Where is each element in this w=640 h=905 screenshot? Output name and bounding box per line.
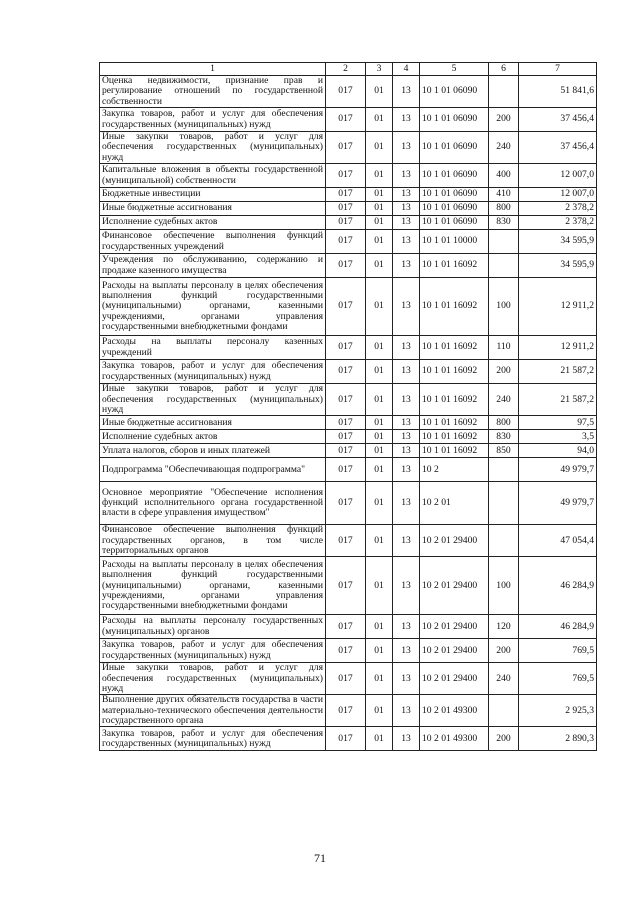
row-target-article: 10 1 01 06090	[420, 216, 489, 230]
row-expense-type: 110	[489, 336, 519, 360]
row-subsection: 13	[393, 278, 420, 336]
row-ministry-code: 017	[326, 482, 366, 525]
row-subsection: 13	[393, 384, 420, 416]
table-row	[100, 525, 597, 557]
table-row	[100, 76, 597, 108]
row-section: 01	[366, 430, 393, 444]
row-section: 01	[366, 525, 393, 557]
row-subsection: 13	[393, 663, 420, 695]
row-name: Расходы на выплаты персоналу государственных (муниципальных) органов	[100, 615, 326, 639]
table-row	[100, 384, 597, 416]
table-row	[100, 216, 597, 230]
row-target-article: 10 1 01 16092	[420, 384, 489, 416]
row-ministry-code: 017	[326, 384, 366, 416]
row-target-article: 10 1 01 06090	[420, 76, 489, 108]
row-ministry-code: 017	[326, 615, 366, 639]
row-subsection: 13	[393, 216, 420, 230]
row-expense-type: 830	[489, 430, 519, 444]
row-ministry-code: 017	[326, 230, 366, 254]
column-header-expense-type: 6	[489, 63, 519, 76]
row-name: Иные закупки товаров, работ и услуг для обеспечения государственных (муниципальных) нужд	[100, 384, 326, 416]
table-row	[100, 336, 597, 360]
row-target-article: 10 2 01 49300	[420, 695, 489, 727]
row-name: Иные бюджетные ассигнования	[100, 416, 326, 430]
row-subsection: 13	[393, 695, 420, 727]
row-target-article: 10 2 01 49300	[420, 727, 489, 751]
table-row	[100, 458, 597, 482]
row-name: Капитальные вложения в объекты государственной (муниципальной) собственности	[100, 164, 326, 188]
row-name: Учреждения по обслуживанию, содержанию и продаже казенного имущества	[100, 254, 326, 278]
row-expense-type: 850	[489, 444, 519, 458]
row-expense-type: 100	[489, 557, 519, 615]
row-ministry-code: 017	[326, 360, 366, 384]
row-amount: 769,5	[519, 639, 597, 663]
page-number: 71	[314, 851, 326, 865]
row-section: 01	[366, 360, 393, 384]
row-expense-type	[489, 482, 519, 525]
row-subsection: 13	[393, 164, 420, 188]
row-expense-type	[489, 254, 519, 278]
row-ministry-code: 017	[326, 188, 366, 202]
row-ministry-code: 017	[326, 430, 366, 444]
row-target-article: 10 2 01 29400	[420, 615, 489, 639]
row-expense-type: 830	[489, 216, 519, 230]
row-section: 01	[366, 639, 393, 663]
row-target-article: 10 1 01 06090	[420, 108, 489, 132]
row-amount: 2 378,2	[519, 202, 597, 216]
row-name: Исполнение судебных актов	[100, 430, 326, 444]
column-header-subsection: 4	[393, 63, 420, 76]
row-amount: 12 007,0	[519, 188, 597, 202]
row-section: 01	[366, 727, 393, 751]
row-name: Иные бюджетные ассигнования	[100, 202, 326, 216]
row-target-article: 10 1 01 06090	[420, 188, 489, 202]
row-amount: 47 054,4	[519, 525, 597, 557]
row-name: Подпрограмма "Обеспечивающая подпрограмма"	[100, 458, 326, 482]
row-amount: 12 007,0	[519, 164, 597, 188]
table-row	[100, 108, 597, 132]
table-row	[100, 695, 597, 727]
row-amount: 49 979,7	[519, 458, 597, 482]
table-row	[100, 444, 597, 458]
row-section: 01	[366, 278, 393, 336]
row-amount: 21 587,2	[519, 384, 597, 416]
row-amount: 46 284,9	[519, 557, 597, 615]
row-expense-type: 400	[489, 164, 519, 188]
row-name: Оценка недвижимости, признание прав и регулирование отношений по государственной собственности	[100, 76, 326, 108]
row-target-article: 10 1 01 06090	[420, 164, 489, 188]
row-subsection: 13	[393, 430, 420, 444]
row-expense-type: 200	[489, 108, 519, 132]
row-section: 01	[366, 384, 393, 416]
row-amount: 3,5	[519, 430, 597, 444]
row-expense-type	[489, 525, 519, 557]
row-subsection: 13	[393, 615, 420, 639]
row-expense-type: 800	[489, 416, 519, 430]
row-section: 01	[366, 336, 393, 360]
row-expense-type	[489, 230, 519, 254]
row-subsection: 13	[393, 230, 420, 254]
table-row	[100, 360, 597, 384]
row-target-article: 10 2	[420, 458, 489, 482]
row-section: 01	[366, 188, 393, 202]
table-row	[100, 188, 597, 202]
row-expense-type: 240	[489, 132, 519, 164]
row-target-article: 10 2 01 29400	[420, 557, 489, 615]
row-subsection: 13	[393, 458, 420, 482]
row-section: 01	[366, 216, 393, 230]
row-subsection: 13	[393, 108, 420, 132]
row-target-article: 10 1 01 06090	[420, 132, 489, 164]
row-name: Бюджетные инвестиции	[100, 188, 326, 202]
row-target-article: 10 1 01 16092	[420, 416, 489, 430]
row-section: 01	[366, 557, 393, 615]
row-target-article: 10 1 01 16092	[420, 336, 489, 360]
row-amount: 34 595,9	[519, 230, 597, 254]
row-amount: 49 979,7	[519, 482, 597, 525]
row-amount: 34 595,9	[519, 254, 597, 278]
row-name: Расходы на выплаты персоналу в целях обеспечения выполнения функций государственными (муниципальными) органами, казенными учреждениями, органами управления государственными внебюджетными фондами	[100, 278, 326, 336]
row-amount: 37 456,4	[519, 108, 597, 132]
row-expense-type: 240	[489, 663, 519, 695]
row-name: Закупка товаров, работ и услуг для обеспечения государственных (муниципальных) нужд	[100, 108, 326, 132]
table-row	[100, 230, 597, 254]
row-section: 01	[366, 254, 393, 278]
row-target-article: 10 1 01 16092	[420, 360, 489, 384]
row-ministry-code: 017	[326, 444, 366, 458]
row-amount: 2 378,2	[519, 216, 597, 230]
row-subsection: 13	[393, 254, 420, 278]
row-expense-type	[489, 76, 519, 108]
row-name: Расходы на выплаты персоналу в целях обеспечения выполнения функций государственными (муниципальными) органами, казенными учреждениями, органами управления государственными внебюджетными фондами	[100, 557, 326, 615]
row-name: Основное мероприятие "Обеспечение исполнения функций исполнительного органа государственной власти в сфере управления имуществом"	[100, 482, 326, 525]
row-subsection: 13	[393, 336, 420, 360]
row-name: Выполнение других обязательств государства в части материально-технического обеспечения деятельности государственного органа	[100, 695, 326, 727]
row-target-article: 10 2 01 29400	[420, 639, 489, 663]
row-name: Иные закупки товаров, работ и услуг для обеспечения государственных (муниципальных) нужд	[100, 132, 326, 164]
row-amount: 97,5	[519, 416, 597, 430]
column-header-name: 1	[100, 63, 326, 76]
table-row	[100, 727, 597, 751]
table-header-row	[100, 63, 597, 76]
row-amount: 2 890,3	[519, 727, 597, 751]
row-target-article: 10 1 01 06090	[420, 202, 489, 216]
table-row	[100, 164, 597, 188]
row-ministry-code: 017	[326, 695, 366, 727]
row-subsection: 13	[393, 202, 420, 216]
row-target-article: 10 2 01 29400	[420, 663, 489, 695]
table-row	[100, 663, 597, 695]
row-ministry-code: 017	[326, 336, 366, 360]
row-subsection: 13	[393, 360, 420, 384]
row-ministry-code: 017	[326, 164, 366, 188]
table-row	[100, 639, 597, 663]
row-ministry-code: 017	[326, 557, 366, 615]
row-subsection: 13	[393, 416, 420, 430]
column-header-section: 3	[366, 63, 393, 76]
table-row	[100, 416, 597, 430]
table-row	[100, 430, 597, 444]
row-name: Финансовое обеспечение выполнения функций государственных учреждений	[100, 230, 326, 254]
row-amount: 769,5	[519, 663, 597, 695]
row-target-article: 10 2 01	[420, 482, 489, 525]
table-row	[100, 557, 597, 615]
row-expense-type: 100	[489, 278, 519, 336]
row-section: 01	[366, 482, 393, 525]
row-ministry-code: 017	[326, 416, 366, 430]
row-ministry-code: 017	[326, 108, 366, 132]
row-amount: 12 911,2	[519, 278, 597, 336]
row-section: 01	[366, 663, 393, 695]
row-target-article: 10 1 01 10000	[420, 230, 489, 254]
row-expense-type: 200	[489, 360, 519, 384]
row-ministry-code: 017	[326, 525, 366, 557]
row-section: 01	[366, 458, 393, 482]
row-section: 01	[366, 164, 393, 188]
column-header-target-article: 5	[420, 63, 489, 76]
row-subsection: 13	[393, 557, 420, 615]
row-subsection: 13	[393, 525, 420, 557]
row-subsection: 13	[393, 727, 420, 751]
row-section: 01	[366, 108, 393, 132]
row-section: 01	[366, 132, 393, 164]
row-section: 01	[366, 615, 393, 639]
table-row	[100, 615, 597, 639]
row-expense-type	[489, 458, 519, 482]
row-target-article: 10 1 01 16092	[420, 430, 489, 444]
row-ministry-code: 017	[326, 132, 366, 164]
row-ministry-code: 017	[326, 216, 366, 230]
row-section: 01	[366, 230, 393, 254]
row-expense-type: 120	[489, 615, 519, 639]
row-amount: 12 911,2	[519, 336, 597, 360]
row-expense-type: 200	[489, 639, 519, 663]
row-ministry-code: 017	[326, 663, 366, 695]
row-amount: 51 841,6	[519, 76, 597, 108]
row-name: Расходы на выплаты персоналу казенных учреждений	[100, 336, 326, 360]
column-header-amount: 7	[519, 63, 597, 76]
row-target-article: 10 1 01 16092	[420, 254, 489, 278]
row-target-article: 10 1 01 16092	[420, 444, 489, 458]
row-section: 01	[366, 76, 393, 108]
row-expense-type	[489, 695, 519, 727]
row-section: 01	[366, 695, 393, 727]
row-section: 01	[366, 444, 393, 458]
row-ministry-code: 017	[326, 76, 366, 108]
row-expense-type: 240	[489, 384, 519, 416]
table-row	[100, 482, 597, 525]
row-expense-type: 200	[489, 727, 519, 751]
row-subsection: 13	[393, 444, 420, 458]
table-row	[100, 202, 597, 216]
row-name: Закупка товаров, работ и услуг для обеспечения государственных (муниципальных) нужд	[100, 360, 326, 384]
row-ministry-code: 017	[326, 458, 366, 482]
budget-table	[99, 62, 597, 751]
row-subsection: 13	[393, 76, 420, 108]
row-subsection: 13	[393, 639, 420, 663]
row-name: Исполнение судебных актов	[100, 216, 326, 230]
row-subsection: 13	[393, 188, 420, 202]
row-amount: 37 456,4	[519, 132, 597, 164]
row-ministry-code: 017	[326, 254, 366, 278]
row-section: 01	[366, 202, 393, 216]
row-target-article: 10 2 01 29400	[420, 525, 489, 557]
row-amount: 46 284,9	[519, 615, 597, 639]
row-amount: 21 587,2	[519, 360, 597, 384]
row-expense-type: 410	[489, 188, 519, 202]
row-name: Финансовое обеспечение выполнения функций государственных органов, в том числе территориальных органов	[100, 525, 326, 557]
row-name: Иные закупки товаров, работ и услуг для обеспечения государственных (муниципальных) нужд	[100, 663, 326, 695]
table-row	[100, 132, 597, 164]
row-ministry-code: 017	[326, 202, 366, 216]
table-row	[100, 278, 597, 336]
table-row	[100, 254, 597, 278]
row-ministry-code: 017	[326, 278, 366, 336]
row-name: Уплата налогов, сборов и иных платежей	[100, 444, 326, 458]
row-name: Закупка товаров, работ и услуг для обеспечения государственных (муниципальных) нужд	[100, 727, 326, 751]
column-header-ministry: 2	[326, 63, 366, 76]
row-target-article: 10 1 01 16092	[420, 278, 489, 336]
row-name: Закупка товаров, работ и услуг для обеспечения государственных (муниципальных) нужд	[100, 639, 326, 663]
row-subsection: 13	[393, 482, 420, 525]
row-section: 01	[366, 416, 393, 430]
row-amount: 2 925,3	[519, 695, 597, 727]
row-amount: 94,0	[519, 444, 597, 458]
row-expense-type: 800	[489, 202, 519, 216]
row-ministry-code: 017	[326, 639, 366, 663]
row-subsection: 13	[393, 132, 420, 164]
row-ministry-code: 017	[326, 727, 366, 751]
